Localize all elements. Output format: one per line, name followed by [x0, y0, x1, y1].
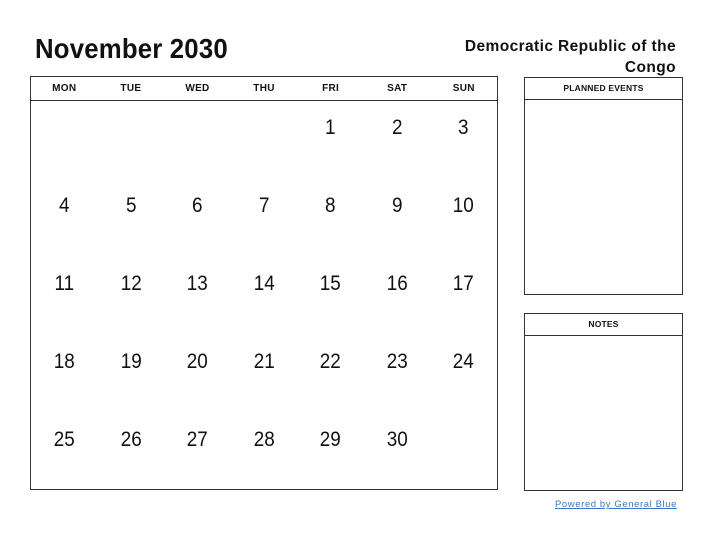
day-cell: 6 — [192, 194, 203, 217]
week-row-1 — [31, 101, 497, 179]
day-cell: 19 — [120, 350, 142, 373]
weekday-header-row — [31, 77, 497, 101]
day-cell: 12 — [120, 272, 142, 295]
day-cell: 14 — [253, 272, 275, 295]
day-cell: 20 — [186, 350, 208, 373]
day-cell: 13 — [186, 272, 208, 295]
planned-events-panel — [524, 77, 683, 295]
day-cell — [167, 101, 227, 179]
day-cell: 27 — [186, 428, 208, 451]
planned-events-heading: PLANNED EVENTS — [525, 78, 682, 100]
day-cell: 18 — [53, 350, 75, 373]
day-cell: 8 — [325, 194, 336, 217]
weekday-sat: SAT — [387, 83, 408, 94]
week-row-3 — [31, 257, 497, 335]
day-cell: 10 — [453, 194, 475, 217]
day-cell: 1 — [325, 116, 336, 139]
weekday-thu: THU — [253, 83, 275, 94]
day-cell: 9 — [391, 194, 403, 217]
day-cell: 15 — [320, 272, 342, 295]
day-cell: 3 — [458, 116, 470, 139]
weekday-mon: MON — [52, 83, 77, 94]
notes-panel — [524, 313, 683, 491]
powered-by-link[interactable]: Powered by General Blue — [554, 499, 677, 510]
day-cell: 25 — [53, 428, 75, 451]
day-cell: 29 — [320, 428, 342, 451]
weekday-wed: WED — [185, 83, 210, 94]
day-cell — [101, 101, 161, 179]
day-cell — [34, 101, 94, 179]
day-cell — [234, 101, 294, 179]
day-cell: 30 — [386, 428, 408, 451]
calendar-grid — [30, 76, 498, 490]
week-row-4 — [31, 335, 497, 413]
day-cell: 21 — [253, 350, 275, 373]
weekday-sun: SUN — [452, 83, 475, 94]
week-row-5 — [31, 413, 497, 491]
weekday-fri: FRI — [322, 83, 340, 94]
page-title: November 2030 — [35, 33, 228, 64]
day-cell: 4 — [59, 194, 70, 217]
day-cell: 22 — [320, 350, 342, 373]
day-cell: 5 — [125, 194, 137, 217]
day-cell: 2 — [391, 116, 403, 139]
day-cell: 17 — [453, 272, 475, 295]
weekday-tue: TUE — [120, 83, 142, 94]
week-row-2 — [31, 179, 497, 257]
country-name: Democratic Republic of the Congo — [464, 38, 676, 76]
day-cell: 28 — [253, 428, 275, 451]
day-cell: 26 — [120, 428, 142, 451]
day-cell: 7 — [258, 194, 270, 217]
day-cell: 16 — [386, 272, 408, 295]
day-cell: 23 — [386, 350, 408, 373]
day-cell — [434, 413, 494, 491]
day-cell: 11 — [54, 272, 75, 295]
notes-heading: NOTES — [525, 314, 682, 336]
day-cell: 24 — [453, 350, 475, 373]
